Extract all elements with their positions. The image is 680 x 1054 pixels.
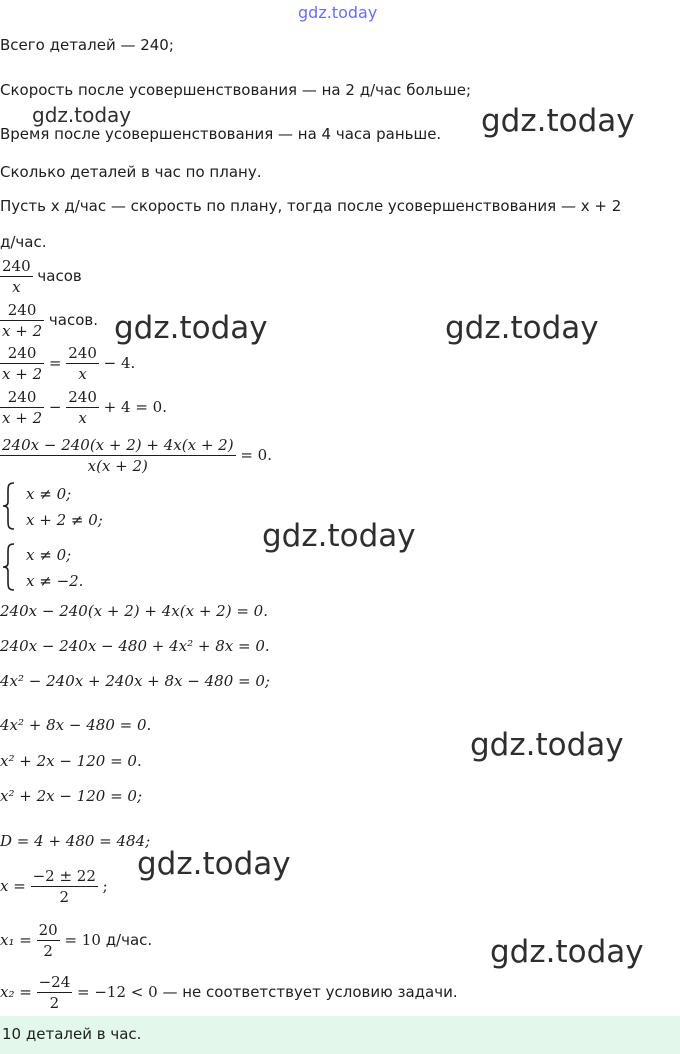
given-time: Время после усовершенствования — на 4 часа раньше. [0,125,442,143]
system-2 [0,543,200,593]
fraction [0,256,33,297]
answer-box [0,1016,680,1054]
system-1 [0,482,200,532]
operator: − [48,398,62,416]
fraction [0,300,44,341]
roots-formula [0,866,108,907]
equation-line: x² + 2x − 120 = 0. [0,752,142,770]
root-x1 [0,920,152,961]
watermark: gdz.today [490,934,644,970]
solution-let-line2: д/час. [0,233,47,251]
fraction [0,343,44,384]
root-note: — не соответствует условию задачи. [162,983,458,1001]
fraction-denominator: x + 2 [2,322,43,340]
fraction-suffix: часов [37,267,82,285]
fraction [0,435,236,476]
formula-tail: ; [102,877,108,895]
header-site-link[interactable]: gdz.today [298,3,378,22]
fraction-denominator: x [66,363,99,384]
equation-2 [0,387,167,428]
equation-line: 4x² + 8x − 480 = 0. [0,716,152,734]
fraction [31,866,98,907]
watermark: gdz.today [445,310,599,346]
brace-icon [2,482,16,530]
fraction-numerator: 240x − 240(x + 2) + 4x(x + 2) [2,436,234,454]
root-value: = 10 [64,931,101,949]
fraction-denominator: x + 2 [2,409,43,427]
fraction-numerator: −2 ± 22 [32,867,96,885]
fraction-numerator: 240 [7,301,37,319]
root-unit: д/час. [105,931,153,949]
watermark: gdz.today [114,310,268,346]
given-speed: Скорость после усовершенствования — на 2 д/час больше; [0,81,472,99]
system-line: x + 2 ≠ 0; [26,511,103,529]
fraction-denominator: x [66,407,99,428]
watermark: gdz.today [137,846,291,882]
system-line: x ≠ 0; [26,546,72,564]
equation-line: 240x − 240(x + 2) + 4x(x + 2) = 0. [0,602,268,620]
equation-tail: = 0. [240,446,272,464]
equation-line: x² + 2x − 120 = 0; [0,787,143,805]
operator: = [48,354,62,372]
given-question: Сколько деталей в час по плану. [0,163,262,181]
fraction-numerator: 240 [68,344,97,362]
watermark: gdz.today [262,518,416,554]
equation-line: 4x² − 240x + 240x + 8x − 480 = 0; [0,672,270,690]
watermark: gdz.today [32,103,132,127]
fraction [66,343,99,384]
equation-tail: − 4. [103,354,136,372]
system-line: x ≠ 0; [26,485,72,503]
fraction-denominator: 2 [31,886,98,907]
fraction-denominator: 2 [37,940,60,961]
fraction [66,387,99,428]
fraction-numerator: 240 [7,388,37,406]
fraction-numerator: 240 [7,344,37,362]
answer-text: 10 деталей в час. [2,1025,142,1043]
fraction-time-improved [0,300,98,341]
fraction [0,387,44,428]
fraction-suffix: часов. [48,311,98,329]
fraction [37,972,73,1013]
formula-prefix: x = [0,877,26,895]
equation-tail: + 4 = 0. [103,398,167,416]
fraction-denominator: 2 [37,992,73,1013]
root-value: = −12 < 0 [77,983,158,1001]
root-prefix: x₁ = [0,931,32,949]
watermark: gdz.today [470,727,624,763]
fraction-numerator: 240 [2,257,31,275]
watermark: gdz.today [481,103,635,139]
equation-1 [0,343,135,384]
given-total: Всего деталей — 240; [0,36,174,54]
fraction-numerator: −24 [38,973,71,991]
fraction-denominator: x + 2 [2,365,43,383]
fraction-numerator: 240 [68,388,97,406]
solution-let-line1: Пусть x д/час — скорость по плану, тогда после усовершенствования — x + 2 [0,197,622,215]
system-line: x ≠ −2. [26,572,84,590]
fraction-time-plan [0,256,82,297]
root-prefix: x₂ = [0,983,32,1001]
equation-line: 240x − 240x − 480 + 4x² + 8x = 0. [0,637,270,655]
fraction [37,920,60,961]
root-x2 [0,972,458,1013]
brace-icon [2,543,16,591]
fraction-denominator: x [0,276,33,297]
fraction-denominator: x(x + 2) [0,455,236,476]
discriminant-line: D = 4 + 480 = 484; [0,832,151,850]
equation-3 [0,435,272,476]
fraction-numerator: 20 [38,921,58,939]
